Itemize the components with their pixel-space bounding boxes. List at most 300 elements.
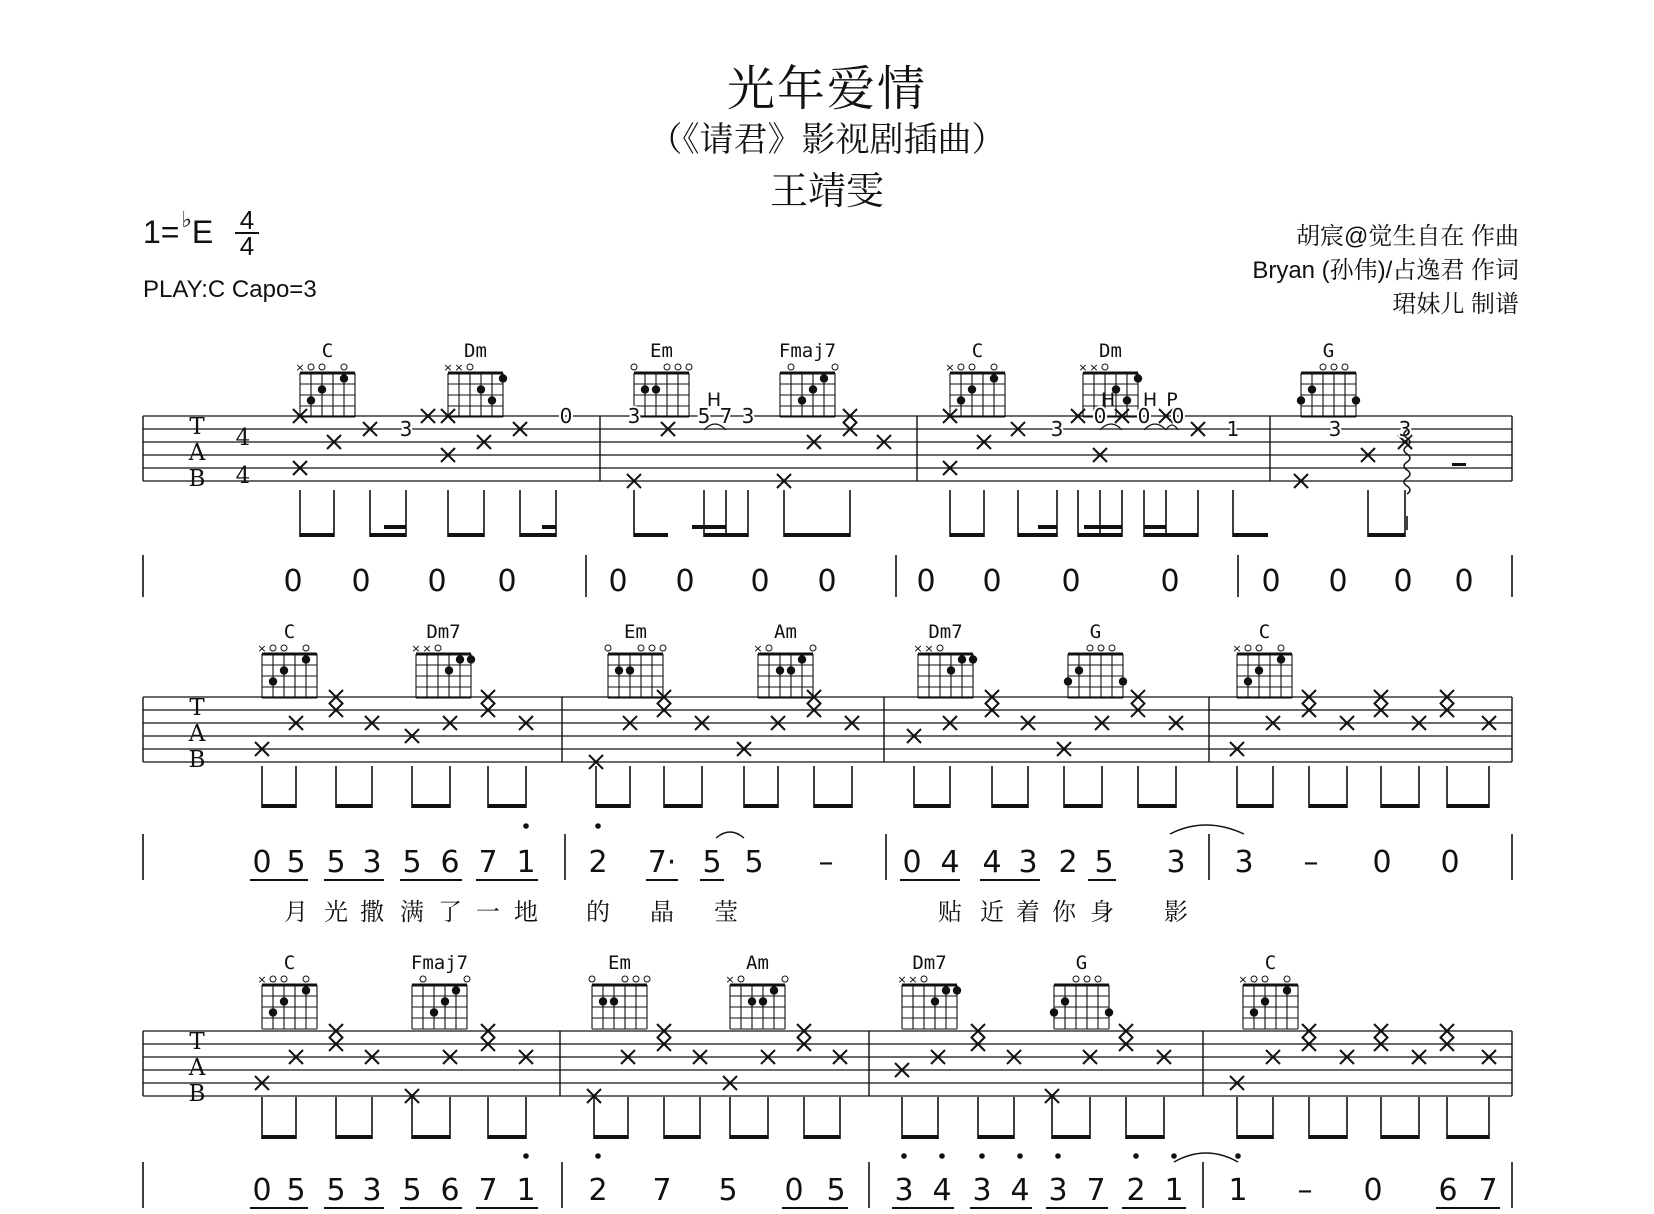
- chord-finger-dot: [269, 1008, 277, 1016]
- chord-diagram-c: [1232, 621, 1292, 698]
- chord-finger-dot: [1061, 997, 1069, 1005]
- lyric-char: 月: [284, 899, 308, 926]
- chord-open-mark: [686, 364, 692, 370]
- note-beam: [1381, 1135, 1419, 1139]
- chord-finger-dot: [1261, 997, 1269, 1005]
- lyric-char: 一: [476, 899, 500, 926]
- jianpu-note: 0: [608, 564, 628, 599]
- chord-diagram-fmaj7: [411, 952, 470, 1029]
- chord-name: Dm7: [426, 621, 461, 643]
- chord-mute-mark: ×: [295, 361, 305, 374]
- chord-finger-dot: [430, 1008, 438, 1016]
- chord-name: C: [971, 340, 984, 362]
- jianpu-note: 0: [1328, 564, 1348, 599]
- chord-open-mark: [281, 645, 287, 651]
- chord-open-mark: [1320, 364, 1326, 370]
- tab-letter: A: [188, 1055, 206, 1081]
- tab-fret-number: 3: [627, 404, 641, 428]
- jianpu-note: 0: [252, 845, 272, 880]
- note-beam: [992, 804, 1028, 808]
- jianpu-note: 1: [1164, 1173, 1184, 1208]
- jianpu-note: 7·: [647, 845, 677, 880]
- jianpu-note: 0: [1061, 564, 1081, 599]
- chord-finger-dot: [1119, 677, 1127, 685]
- time-top: 4: [239, 205, 255, 235]
- chord-name: Dm7: [928, 621, 963, 643]
- chord-diagram-g: [1064, 621, 1127, 698]
- chord-open-mark: [303, 976, 309, 982]
- chord-open-mark: [622, 976, 628, 982]
- note-beam-16th: [1038, 525, 1057, 529]
- note-beam: [412, 1135, 450, 1139]
- tab-fret-number: 3: [1328, 417, 1342, 441]
- note-beam: [1126, 1135, 1164, 1139]
- jianpu-note: 3: [1234, 845, 1254, 880]
- jianpu-note: 0: [1393, 564, 1413, 599]
- chord-finger-dot: [1352, 396, 1360, 404]
- tab-fret-number: 5: [697, 404, 711, 428]
- lyric-char: 满: [400, 899, 424, 926]
- chord-finger-dot: [958, 655, 966, 663]
- chord-open-mark: [589, 976, 595, 982]
- chord-finger-dot: [1277, 655, 1285, 663]
- jianpu-note: 0: [427, 564, 447, 599]
- note-beam: [978, 1135, 1014, 1139]
- chord-mute-mark: ×: [924, 642, 934, 655]
- chord-finger-dot: [770, 986, 778, 994]
- chord-name: Dm: [1099, 340, 1122, 362]
- lyric-char: 近: [980, 899, 1004, 926]
- jianpu-note: 5: [286, 1173, 306, 1208]
- jianpu-note: 7: [652, 1173, 672, 1208]
- lyric-char: 晶: [650, 899, 674, 926]
- tab-fret-number: 3: [1398, 417, 1412, 441]
- chord-mute-mark: ×: [257, 642, 267, 655]
- chord-mute-mark: ×: [908, 973, 918, 986]
- technique-label: H: [1142, 389, 1158, 411]
- chord-finger-dot: [798, 655, 806, 663]
- chord-open-mark: [1245, 645, 1251, 651]
- jianpu-note: 5: [826, 1173, 846, 1208]
- chord-mute-mark: ×: [945, 361, 955, 374]
- chord-open-mark: [1278, 645, 1284, 651]
- note-beam: [914, 804, 950, 808]
- tab-fret-number: 0: [1171, 404, 1185, 428]
- chord-finger-dot: [1064, 677, 1072, 685]
- tie-arc: [716, 832, 744, 838]
- jianpu-note: 7: [1478, 1173, 1498, 1208]
- chord-finger-dot: [302, 986, 310, 994]
- chord-finger-dot: [467, 655, 475, 663]
- chord-diagram-c: [295, 340, 355, 417]
- chord-open-mark: [464, 976, 470, 982]
- note-beam: [744, 804, 778, 808]
- chord-name: G: [1075, 952, 1088, 974]
- tab-fret-number: 3: [399, 417, 413, 441]
- octave-dot: [1235, 1153, 1241, 1159]
- octave-dot: [523, 1153, 529, 1159]
- tab-fret-number: 0: [1093, 404, 1107, 428]
- chord-diagram-g: [1050, 952, 1113, 1029]
- key-note: E: [191, 214, 214, 250]
- chord-mute-mark: ×: [454, 361, 464, 374]
- lyric-char: 着: [1016, 899, 1040, 926]
- chord-finger-dot: [488, 396, 496, 404]
- jianpu-note: 3: [972, 1173, 992, 1208]
- chord-finger-dot: [340, 374, 348, 382]
- chord-finger-dot: [1308, 385, 1316, 393]
- chord-open-mark: [308, 364, 314, 370]
- chord-name: G: [1322, 340, 1335, 362]
- jianpu-note: 4: [982, 845, 1002, 880]
- chord-mute-mark: ×: [257, 973, 267, 986]
- jianpu-note: 4: [1010, 1173, 1030, 1208]
- note-beam: [1052, 1135, 1090, 1139]
- chord-open-mark: [738, 976, 744, 982]
- jianpu-note: 5: [718, 1173, 738, 1208]
- chord-open-mark: [649, 645, 655, 651]
- note-beam: [950, 533, 984, 537]
- note-beam: [1064, 804, 1102, 808]
- chord-mute-mark: ×: [897, 973, 907, 986]
- octave-dot: [595, 1153, 601, 1159]
- chord-finger-dot: [809, 385, 817, 393]
- note-beam: [1309, 1135, 1347, 1139]
- jianpu-note: 1: [1228, 1173, 1248, 1208]
- note-beam-16th: [1144, 525, 1166, 529]
- chord-mute-mark: ×: [1078, 361, 1088, 374]
- jianpu-note: 0: [784, 1173, 804, 1208]
- chord-open-mark: [303, 645, 309, 651]
- jianpu-note: 5: [402, 1173, 422, 1208]
- octave-dot: [979, 1153, 985, 1159]
- chord-finger-dot: [1255, 666, 1263, 674]
- chord-diagram-c: [945, 340, 1005, 417]
- chord-name: Fmaj7: [778, 340, 837, 362]
- tab-rest: [1452, 463, 1466, 466]
- jianpu-note: 0: [252, 1173, 272, 1208]
- note-beam: [412, 804, 450, 808]
- chord-diagram-c: [257, 952, 317, 1029]
- chord-open-mark: [270, 645, 276, 651]
- chord-open-mark: [1251, 976, 1257, 982]
- jianpu-note: 3: [362, 845, 382, 880]
- chord-mute-mark: ×: [913, 642, 923, 655]
- note-beam-16th: [542, 525, 556, 529]
- chord-finger-dot: [968, 385, 976, 393]
- chord-finger-dot: [307, 396, 315, 404]
- key-flat: ♭: [181, 207, 192, 232]
- note-beam-16th: [692, 525, 726, 529]
- tie-arc: [1174, 1153, 1238, 1162]
- chord-finger-dot: [820, 374, 828, 382]
- tab-letter: B: [188, 466, 206, 492]
- chord-open-mark: [1262, 976, 1268, 982]
- jianpu-note: –: [1303, 845, 1319, 880]
- chord-finger-dot: [280, 666, 288, 674]
- chord-finger-dot: [641, 385, 649, 393]
- chord-name: Em: [650, 340, 673, 362]
- note-beam: [704, 533, 748, 537]
- chord-finger-dot: [748, 997, 756, 1005]
- note-beam-16th: [1084, 525, 1122, 529]
- chord-mute-mark: ×: [1238, 973, 1248, 986]
- jianpu-note: 0: [283, 564, 303, 599]
- note-beam: [1018, 533, 1057, 537]
- jianpu-note: 2: [588, 1173, 608, 1208]
- artist-name: 王靖雯: [769, 171, 884, 213]
- tab-fret-number: 3: [741, 404, 755, 428]
- chord-diagram-am: [753, 621, 816, 698]
- jianpu-note: 0: [497, 564, 517, 599]
- chord-name: Dm: [464, 340, 487, 362]
- chord-diagram-c: [257, 621, 317, 698]
- note-beam: [804, 1135, 840, 1139]
- chord-open-mark: [1331, 364, 1337, 370]
- note-beam: [1309, 804, 1347, 808]
- octave-dot: [1133, 1153, 1139, 1159]
- note-beam: [488, 1135, 526, 1139]
- chord-name: C: [283, 621, 296, 643]
- note-beam: [664, 1135, 700, 1139]
- lyric-char: 莹: [714, 899, 738, 926]
- chord-finger-dot: [969, 655, 977, 663]
- tab-letter: A: [188, 440, 206, 466]
- chord-finger-dot: [947, 666, 955, 674]
- jianpu-note: 6: [440, 1173, 460, 1208]
- chord-name: C: [1264, 952, 1277, 974]
- octave-dot: [1055, 1153, 1061, 1159]
- chord-name: Fmaj7: [410, 952, 469, 974]
- note-beam: [336, 1135, 372, 1139]
- chord-finger-dot: [269, 677, 277, 685]
- chord-name: Dm7: [912, 952, 947, 974]
- jianpu-note: 0: [902, 845, 922, 880]
- note-beam: [488, 804, 526, 808]
- chord-finger-dot: [776, 666, 784, 674]
- chord-open-mark: [420, 976, 426, 982]
- tab-fret-number: 0: [1137, 404, 1151, 428]
- jianpu-note: 5: [326, 845, 346, 880]
- chord-mute-mark: ×: [1089, 361, 1099, 374]
- jianpu-note: 0: [916, 564, 936, 599]
- chord-finger-dot: [953, 986, 961, 994]
- jianpu-note: 2: [1126, 1173, 1146, 1208]
- jianpu-note: 3: [1048, 1173, 1068, 1208]
- chord-finger-dot: [280, 997, 288, 1005]
- chord-open-mark: [1102, 364, 1108, 370]
- note-beam: [262, 1135, 296, 1139]
- chord-finger-dot: [759, 997, 767, 1005]
- jianpu-note: 0: [1261, 564, 1281, 599]
- chord-mute-mark: ×: [422, 642, 432, 655]
- jianpu-note: 5: [286, 845, 306, 880]
- chord-open-mark: [1073, 976, 1079, 982]
- chord-finger-dot: [441, 997, 449, 1005]
- tab-time-bottom: 4: [235, 463, 251, 489]
- jianpu-note: 7: [1086, 1173, 1106, 1208]
- key-prefix: 1=: [143, 214, 180, 250]
- song-title: 光年爱情: [726, 63, 927, 116]
- chord-finger-dot: [1123, 396, 1131, 404]
- lyric-char: 影: [1164, 899, 1188, 926]
- octave-dot: [939, 1153, 945, 1159]
- jianpu-note: 7: [478, 1173, 498, 1208]
- note-beam: [1447, 1135, 1489, 1139]
- chord-diagram-dm7: [411, 621, 475, 698]
- note-beam: [520, 533, 556, 537]
- jianpu-note: 0: [675, 564, 695, 599]
- jianpu-note: 0: [982, 564, 1002, 599]
- jianpu-note: 4: [940, 845, 960, 880]
- chord-open-mark: [638, 645, 644, 651]
- chord-finger-dot: [990, 374, 998, 382]
- arranger-credit: 珺妹儿 制谱: [1392, 291, 1519, 318]
- chord-open-mark: [281, 976, 287, 982]
- jianpu-note: –: [1297, 1173, 1313, 1208]
- note-beam: [448, 533, 484, 537]
- octave-dot: [901, 1153, 907, 1159]
- chord-finger-dot: [1297, 396, 1305, 404]
- jianpu-note: 1: [516, 845, 536, 880]
- chord-open-mark: [810, 645, 816, 651]
- note-beam: [902, 1135, 938, 1139]
- chord-open-mark: [782, 976, 788, 982]
- technique-label: H: [1100, 389, 1116, 411]
- chord-mute-mark: ×: [411, 642, 421, 655]
- tab-fret-number: 3: [1050, 417, 1064, 441]
- tab-time-top: 4: [235, 425, 251, 451]
- chord-open-mark: [644, 976, 650, 982]
- technique-label: P: [1166, 389, 1178, 411]
- note-beam: [634, 533, 668, 537]
- chord-open-mark: [766, 645, 772, 651]
- jianpu-note: 0: [817, 564, 837, 599]
- note-beam: [1381, 804, 1419, 808]
- chord-name: Am: [746, 952, 769, 974]
- technique-label: H: [706, 389, 722, 411]
- jianpu-note: 7: [478, 845, 498, 880]
- chord-open-mark: [270, 976, 276, 982]
- chord-finger-dot: [626, 666, 634, 674]
- chord-open-mark: [341, 364, 347, 370]
- note-beam: [594, 1135, 628, 1139]
- chord-finger-dot: [1075, 666, 1083, 674]
- chord-finger-dot: [1250, 1008, 1258, 1016]
- chord-finger-dot: [787, 666, 795, 674]
- chord-open-mark: [1087, 645, 1093, 651]
- note-beam: [1237, 1135, 1273, 1139]
- jianpu-note: 2: [1058, 845, 1078, 880]
- chord-mute-mark: ×: [725, 973, 735, 986]
- chord-diagram-dm: [443, 340, 507, 417]
- note-beam: [1368, 533, 1405, 537]
- chord-finger-dot: [798, 396, 806, 404]
- lyric-char: 贴: [938, 899, 962, 926]
- chord-finger-dot: [452, 986, 460, 994]
- jianpu-note: 0: [750, 564, 770, 599]
- chord-name: G: [1089, 621, 1102, 643]
- note-beam: [1144, 533, 1198, 537]
- jianpu-note: 0: [1440, 845, 1460, 880]
- lyric-char: 光: [324, 899, 348, 926]
- chord-finger-dot: [302, 655, 310, 663]
- tab-fret-number: 1: [1226, 417, 1240, 441]
- jianpu-note: 5: [1094, 845, 1114, 880]
- chord-open-mark: [969, 364, 975, 370]
- chord-finger-dot: [599, 997, 607, 1005]
- jianpu-note: 3: [894, 1173, 914, 1208]
- tab-fret-number: 0: [559, 404, 573, 428]
- chord-finger-dot: [499, 374, 507, 382]
- chord-open-mark: [991, 364, 997, 370]
- note-beam: [784, 533, 850, 537]
- tab-fret-number: 7: [719, 404, 733, 428]
- chord-open-mark: [1098, 645, 1104, 651]
- jianpu-note: 5: [326, 1173, 346, 1208]
- chord-finger-dot: [456, 655, 464, 663]
- lyric-char: 地: [514, 899, 538, 926]
- tab-letter: B: [188, 1081, 206, 1107]
- chord-finger-dot: [942, 986, 950, 994]
- composer-credit: 胡宸@觉生自在 作曲: [1295, 223, 1519, 250]
- octave-dot: [1171, 1153, 1177, 1159]
- note-beam: [814, 804, 852, 808]
- chord-open-mark: [1109, 645, 1115, 651]
- chord-open-mark: [1084, 976, 1090, 982]
- lyric-char: 撒: [360, 899, 384, 926]
- note-beam: [370, 533, 406, 537]
- chord-name: C: [283, 952, 296, 974]
- chord-finger-dot: [610, 997, 618, 1005]
- chord-open-mark: [788, 364, 794, 370]
- note-beam: [336, 804, 372, 808]
- octave-dot: [1017, 1153, 1023, 1159]
- chord-finger-dot: [652, 385, 660, 393]
- chord-mute-mark: ×: [753, 642, 763, 655]
- jianpu-note: 5: [402, 845, 422, 880]
- note-beam: [1447, 804, 1489, 808]
- chord-diagram-em: [605, 621, 666, 698]
- chord-open-mark: [319, 364, 325, 370]
- chord-open-mark: [958, 364, 964, 370]
- note-beam: [664, 804, 702, 808]
- jianpu-note: 2: [588, 845, 608, 880]
- jianpu-note: 6: [1438, 1173, 1458, 1208]
- chord-open-mark: [664, 364, 670, 370]
- chord-name: Em: [624, 621, 647, 643]
- chord-diagram-dm7: [897, 952, 961, 1029]
- chord-finger-dot: [615, 666, 623, 674]
- tab-letter: T: [189, 695, 205, 721]
- jianpu-note: 4: [932, 1173, 952, 1208]
- jianpu-note: 3: [1166, 845, 1186, 880]
- chord-mute-mark: ×: [443, 361, 453, 374]
- jianpu-note: 0: [1363, 1173, 1383, 1208]
- chord-open-mark: [467, 364, 473, 370]
- note-beam: [730, 1135, 768, 1139]
- chord-finger-dot: [445, 666, 453, 674]
- note-beam: [262, 804, 296, 808]
- chord-open-mark: [1284, 976, 1290, 982]
- note-beam: [1078, 533, 1122, 537]
- chord-open-mark: [1342, 364, 1348, 370]
- tab-letter: B: [188, 747, 206, 773]
- lyric-char: 身: [1090, 899, 1114, 926]
- lyric-char: 你: [1052, 899, 1076, 926]
- chord-finger-dot: [318, 385, 326, 393]
- octave-dot: [523, 823, 529, 829]
